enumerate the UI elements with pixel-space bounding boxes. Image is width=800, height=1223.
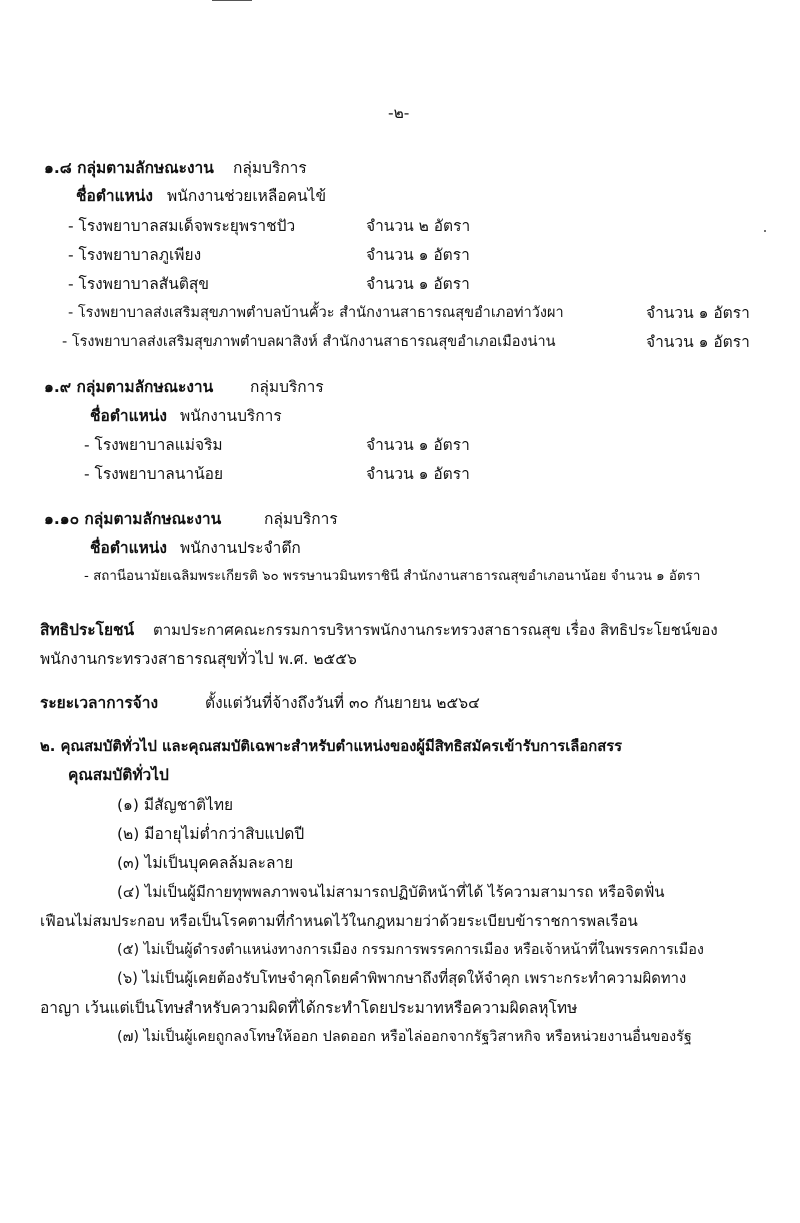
scan-speck <box>764 230 766 232</box>
qualification-item-continued: อาญา เว้นแต่เป็นโทษสำหรับความผิดที่ได้กระทำโดยประมาทหรือความผิดลหุโทษ <box>40 999 578 1017</box>
qualification-item: (๕) ไม่เป็นผู้ดำรงตำแหน่งทางการเมือง กรรมการพรรคการเมือง หรือเจ้าหน้าที่ในพรรคการเมือง <box>117 942 704 958</box>
qualification-item: (๖) ไม่เป็นผู้เคยต้องรับโทษจำคุกโดยคำพิพากษาถึงที่สุดให้จำคุก เพราะกระทำความผิดทาง <box>117 970 687 987</box>
employment-period-value: ตั้งแต่วันที่จ้างถึงวันที่ ๓๐ กันยายน ๒๕๖๔ <box>205 694 480 712</box>
benefits-label: สิทธิประโยชน์ <box>40 621 135 639</box>
section-1-9-position-name: พนักงานบริการ <box>180 407 282 425</box>
scan-mark <box>212 0 252 4</box>
section-2-heading: ๒. คุณสมบัติทั่วไป และคุณสมบัติเฉพาะสำหรับตำแหน่งของผู้มีสิทธิสมัครเข้ารับการเลือกสรร <box>40 738 623 755</box>
section-1-9-heading: ๑.๙ กลุ่มตามลักษณะงาน <box>44 378 214 396</box>
section-1-10-position-title: ชื่อตำแหน่ง <box>90 539 167 557</box>
section-2-subheading: คุณสมบัติทั่วไป <box>68 766 169 784</box>
list-item: - โรงพยาบาลภูเพียง <box>68 246 202 264</box>
list-item-count: จำนวน ๑ อัตรา <box>646 333 750 351</box>
list-item: - โรงพยาบาลสันติสุข <box>68 275 209 293</box>
section-1-8-position-name: พนักงานช่วยเหลือคนไข้ <box>167 187 327 205</box>
list-item: - โรงพยาบาลสมเด็จพระยุพราชปัว <box>68 217 296 235</box>
list-item: - โรงพยาบาลนาน้อย <box>84 465 224 483</box>
list-item-count: จำนวน ๑ อัตรา <box>366 465 470 483</box>
list-item: - โรงพยาบาลแม่จริม <box>84 436 223 454</box>
section-1-10-heading: ๑.๑๐ กลุ่มตามลักษณะงาน <box>44 510 222 528</box>
section-1-9-group: กลุ่มบริการ <box>250 378 324 396</box>
qualification-item: (๑) มีสัญชาติไทย <box>117 796 234 814</box>
section-1-8-group: กลุ่มบริการ <box>233 159 307 177</box>
list-item: - โรงพยาบาลส่งเสริมสุขภาพตำบลบ้านคั้วะ สำนักงานสาธารณสุขอำเภอท่าวังผา <box>68 305 564 321</box>
section-1-10-position-name: พนักงานประจำตึก <box>180 539 301 557</box>
list-item-count: จำนวน ๑ อัตรา <box>646 304 750 322</box>
list-item-count: จำนวน ๑ อัตรา <box>366 246 470 264</box>
benefits-text-continued: พนักงานกระทรวงสาธารณสุขทั่วไป พ.ศ. ๒๕๕๖ <box>40 650 357 668</box>
list-item-count: จำนวน ๑ อัตรา <box>366 436 470 454</box>
list-item-count: จำนวน ๒ อัตรา <box>366 217 471 235</box>
qualification-item: (๒) มีอายุไม่ต่ำกว่าสิบแปดปี <box>117 825 305 843</box>
list-item: - สถานีอนามัยเฉลิมพระเกียรติ ๖๐ พรรษานวมินทราชินี สำนักงานสาธารณสุขอำเภอนาน้อย จำนวน ๑ อัตรา <box>84 569 701 584</box>
section-1-8-position-title: ชื่อตำแหน่ง <box>76 187 153 205</box>
list-item: - โรงพยาบาลส่งเสริมสุขภาพตำบลผาสิงห์ สำนักงานสาธารณสุขอำเภอเมืองน่าน <box>62 334 556 350</box>
list-item-count: จำนวน ๑ อัตรา <box>366 275 470 293</box>
section-1-10-group: กลุ่มบริการ <box>264 510 338 528</box>
benefits-text: ตามประกาศคณะกรรมการบริหารพนักงานกระทรวงสาธารณสุข เรื่อง สิทธิประโยชน์ของ <box>153 621 718 639</box>
section-1-9-position-title: ชื่อตำแหน่ง <box>90 407 167 425</box>
employment-period-label: ระยะเวลาการจ้าง <box>40 694 159 712</box>
page-number: -๒- <box>388 104 410 122</box>
qualification-item: (๓) ไม่เป็นบุคคลล้มละลาย <box>117 854 294 872</box>
section-1-8-heading: ๑.๘ กลุ่มตามลักษณะงาน <box>44 159 214 177</box>
qualification-item: (๗) ไม่เป็นผู้เคยถูกลงโทษให้ออก ปลดออก หรือไล่ออกจากรัฐวิสาหกิจ หรือหน่วยงานอื่นของรัฐ <box>117 1029 692 1045</box>
qualification-item-continued: เฟือนไม่สมประกอบ หรือเป็นโรคตามที่กำหนดไว้ในกฎหมายว่าด้วยระเบียบข้าราชการพลเรือน <box>40 912 638 930</box>
qualification-item: (๔) ไม่เป็นผู้มีกายทุพพลภาพจนไม่สามารถปฏิบัติหน้าที่ได้ ไร้ความสามารถ หรือจิตฟั่น <box>117 883 665 901</box>
